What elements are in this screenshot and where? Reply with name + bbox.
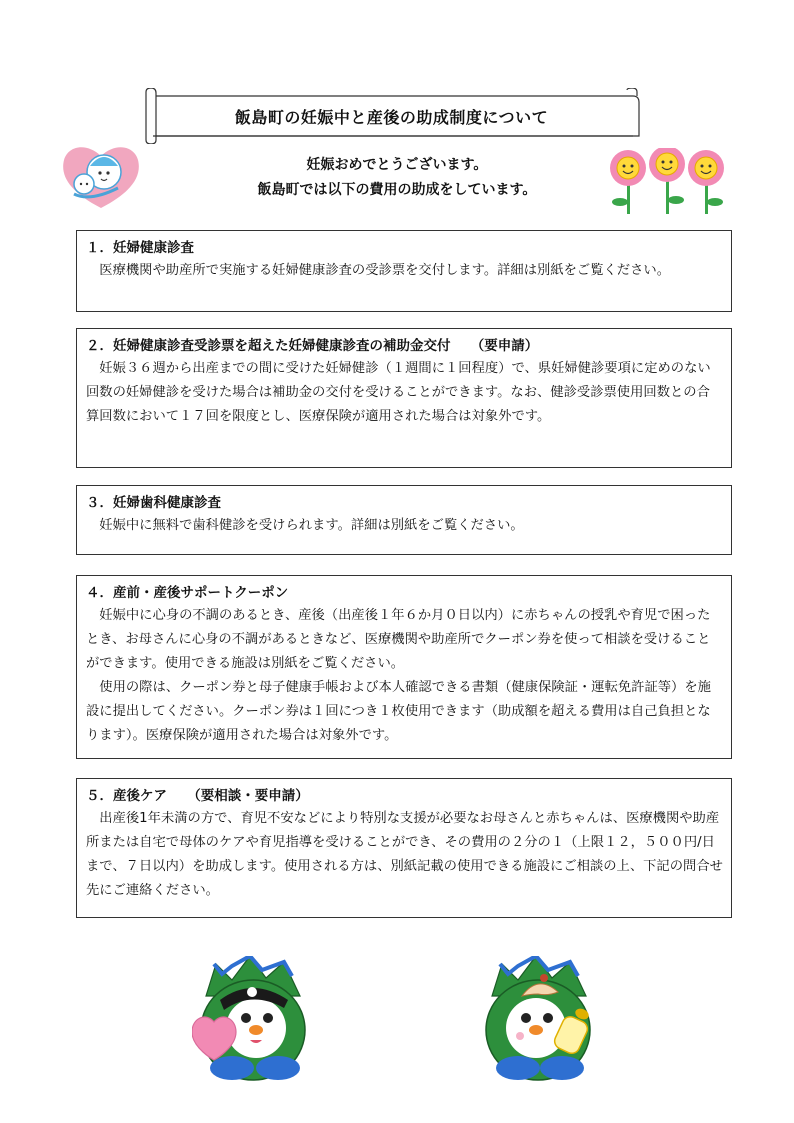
page-title: 飯島町の妊娠中と産後の助成制度について xyxy=(234,107,549,127)
mascot-bottle-icon xyxy=(478,956,602,1084)
section-5-text: 出産後1年未満の方で、育児不安などにより特別な支援が必要なお母さんと赤ちゃんは、医療機関や助産所または自宅で母体のケアや育児指導を受けることができ、その費用の２分の１（上限１２，５００円/日まで、７日以内）を助成します。使用される方は、別紙記載の使用できる施設にご相談の上、下記の問合せ先にご連絡ください。 xyxy=(86,811,723,898)
section-2-box xyxy=(76,328,732,468)
title-banner xyxy=(143,88,640,144)
section-4-heading: ４．産前・産後サポートクーポン xyxy=(86,585,289,601)
mascot-heart-icon xyxy=(192,956,314,1084)
section-1-text: 医療機関や助産所で実施する妊婦健康診査の受診票を交付します。詳細は別紙をご覧ください。 xyxy=(99,263,670,278)
section-1-heading: １．妊婦健康診査 xyxy=(86,240,194,256)
section-2-text: 妊娠３６週から出産までの間に受けた妊婦健診（１週間に１回程度）で、県妊婦健診要項に定めのない回数の妊婦健診を受けた場合は補助金の交付を受けることができます。なお、健診受診票使用回数との合算回数において１７回を限度とし、医療保険が適用された場合は対象外です。 xyxy=(86,361,711,424)
greeting-line-2: 飯島町では以下の費用の助成をしています。 xyxy=(257,182,537,198)
section-3-box xyxy=(76,485,732,555)
mother-baby-icon xyxy=(60,142,142,210)
section-5-heading: ５．産後ケア （要相談・要申請） xyxy=(86,788,309,804)
smiling-flowers-icon xyxy=(606,148,730,214)
section-4-box xyxy=(76,575,732,759)
section-3-text: 妊娠中に無料で歯科健診を受けられます。詳細は別紙をご覧ください。 xyxy=(99,518,524,533)
section-4-text-1: 妊娠中に心身の不調のあるとき、産後（出産後１年６か月０日以内）に赤ちゃんの授乳や育児で困ったとき、お母さんに心身の不調があるときなど、医療機関や助産所でクーポン券を使って相談を受けることができます。使用できる施設は別紙をご覧ください。 xyxy=(86,608,711,671)
section-2-heading: ２．妊婦健康診査受診票を超えた妊婦健康診査の補助金交付 （要申請） xyxy=(86,338,539,354)
greeting-line-1: 妊娠おめでとうございます。 xyxy=(306,157,488,173)
section-5-box xyxy=(76,778,732,918)
section-4-text-2: 使用の際は、クーポン券と母子健康手帳および本人確認できる書類（健康保険証・運転免許証等）を施設に提出してください。クーポン券は１回につき１枚使用できます（助成額を超える費用は自己負担となります）。医療保険が適用された場合は対象外です。 xyxy=(86,680,711,743)
section-3-heading: ３．妊婦歯科健康診査 xyxy=(86,495,221,511)
section-1-box xyxy=(76,230,732,312)
